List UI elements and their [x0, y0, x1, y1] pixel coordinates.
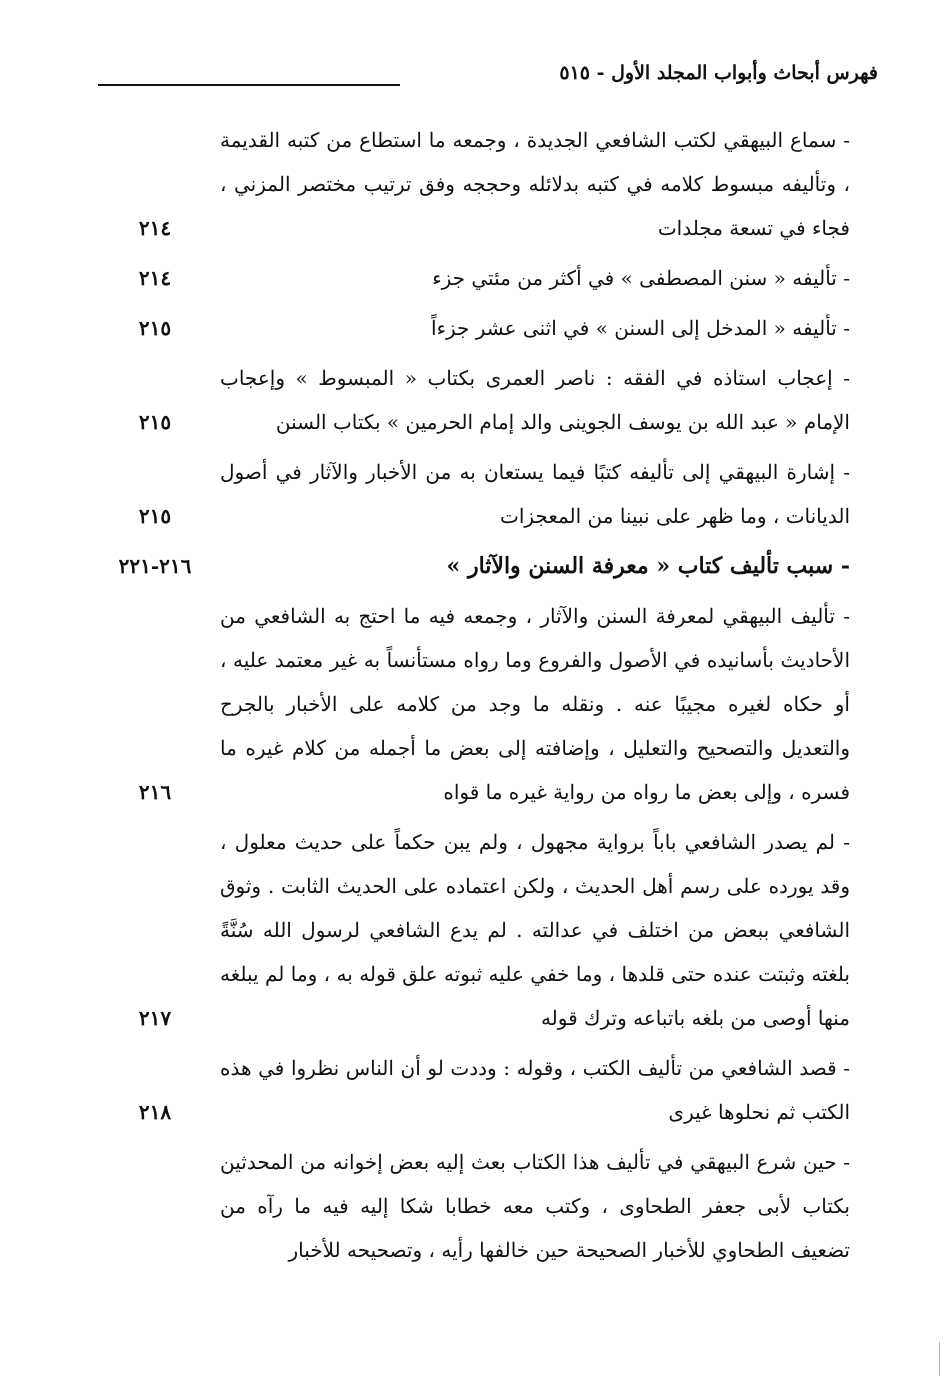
entry-text: - قصد الشافعي من تأليف الكتب ، وقوله : وددت لو أن الناس نظروا في هذه الكتب ثم نحلوها غيرى — [220, 1056, 850, 1124]
entry-text: - تأليفه « المدخل إلى السنن » في اثنى عشر جزءاً — [431, 316, 850, 340]
running-header-title: فهرس أبحاث وأبواب المجلد الأول - ٥١٥ — [559, 62, 878, 84]
section-heading-entry — [100, 544, 880, 588]
entry-text: - تأليف البيهقي لمعرفة السنن والآثار ، وجمعه فيه ما احتج به الشافعي من الأحاديث بأسانيده في الأصول والفروع وما رواه مستأنساً به غير معتمد عليه ، أو حكاه لغيره مجيبًا عنه . ونقله ما وجد من كلامه على الأخبار بالجرح والتعديل والتصحيح والتعليل ، وإضافته إلى بعض ما أجمله من كلام غيره ما فسره ، وإلى بعض ما رواه من رواية غيره ما قواه — [220, 604, 850, 804]
entry-page-number: ٢١٥ — [138, 410, 172, 434]
section-heading-text: - سبب تأليف كتاب « معرفة السنن والآثار » — [446, 553, 850, 579]
entry-page-number: ٢١٦ — [138, 780, 172, 804]
index-entry — [100, 450, 880, 538]
entry-page-number: ٢١٥ — [138, 504, 172, 528]
index-entry — [100, 256, 880, 300]
header-rule — [98, 84, 400, 86]
index-entry — [100, 594, 880, 814]
page-edge-mark — [939, 1342, 940, 1376]
entry-page-number: ٢١٤ — [138, 266, 172, 290]
index-entry — [100, 306, 880, 350]
index-body — [100, 118, 880, 1278]
section-page-range: ٢١٦-٢٢١ — [118, 554, 192, 578]
entry-text: - تأليفه « سنن المصطفى » في أكثر من مئتي جزء — [432, 266, 850, 290]
entry-text: - إشارة البيهقي إلى تأليفه كتبًا فيما يستعان به من الأخبار والآثار في أصول الديانات ، وما ظهر على نبينا من المعجزات — [220, 460, 850, 528]
index-entry — [100, 118, 880, 250]
entry-text: - إعجاب استاذه في الفقه : ناصر العمرى بكتاب « المبسوط » وإعجاب الإمام « عبد الله بن يوسف الجوينى والد إمام الحرمين » بكتاب السنن — [220, 366, 850, 434]
entry-page-number: ٢١٨ — [138, 1100, 172, 1124]
index-entry — [100, 820, 880, 1040]
entry-text: - سماع البيهقي لكتب الشافعي الجديدة ، وجمعه ما استطاع من كتبه القديمة ، وتأليفه مبسوط كلامه في كتبه بدلائله وحججه وفق ترتيب مختصر المزني ، فجاء في تسعة مجلدات — [220, 128, 850, 240]
entry-page-number: ٢١٤ — [138, 216, 172, 240]
entry-page-number: ٢١٥ — [138, 316, 172, 340]
index-entry — [100, 1046, 880, 1134]
index-entry — [100, 356, 880, 444]
entry-text: - لم يصدر الشافعي باباً برواية مجهول ، ولم يبن حكماً على حديث معلول ، وقد يورده على رسم أهل الحديث ، ولكن اعتماده على الحديث الثابت . وثوق الشافعي ببعض من اختلف في عدالته . لم يدع الشافعي لرسول الله سُنَّةً بلغته وثبتت عنده حتى قلدها ، وما خفي عليه ثبوته علق قوله به ، وما لم يبلغه منها أوصى من بلغه باتباعه وترك قوله — [220, 830, 850, 1030]
entry-text: - حين شرع البيهقي في تأليف هذا الكتاب بعث إليه بعض إخوانه من المحدثين بكتاب لأبى جعفر الطحاوى ، وكتب معه خطابا شكا إليه فيه ما رآه من تضعيف الطحاوي للأخبار الصحيحة حين خالفها رأيه ، وتصحيحه للأخبار — [220, 1150, 850, 1262]
index-entry — [100, 1140, 880, 1272]
entry-page-number: ٢١٧ — [138, 1006, 172, 1030]
running-header — [88, 58, 878, 94]
